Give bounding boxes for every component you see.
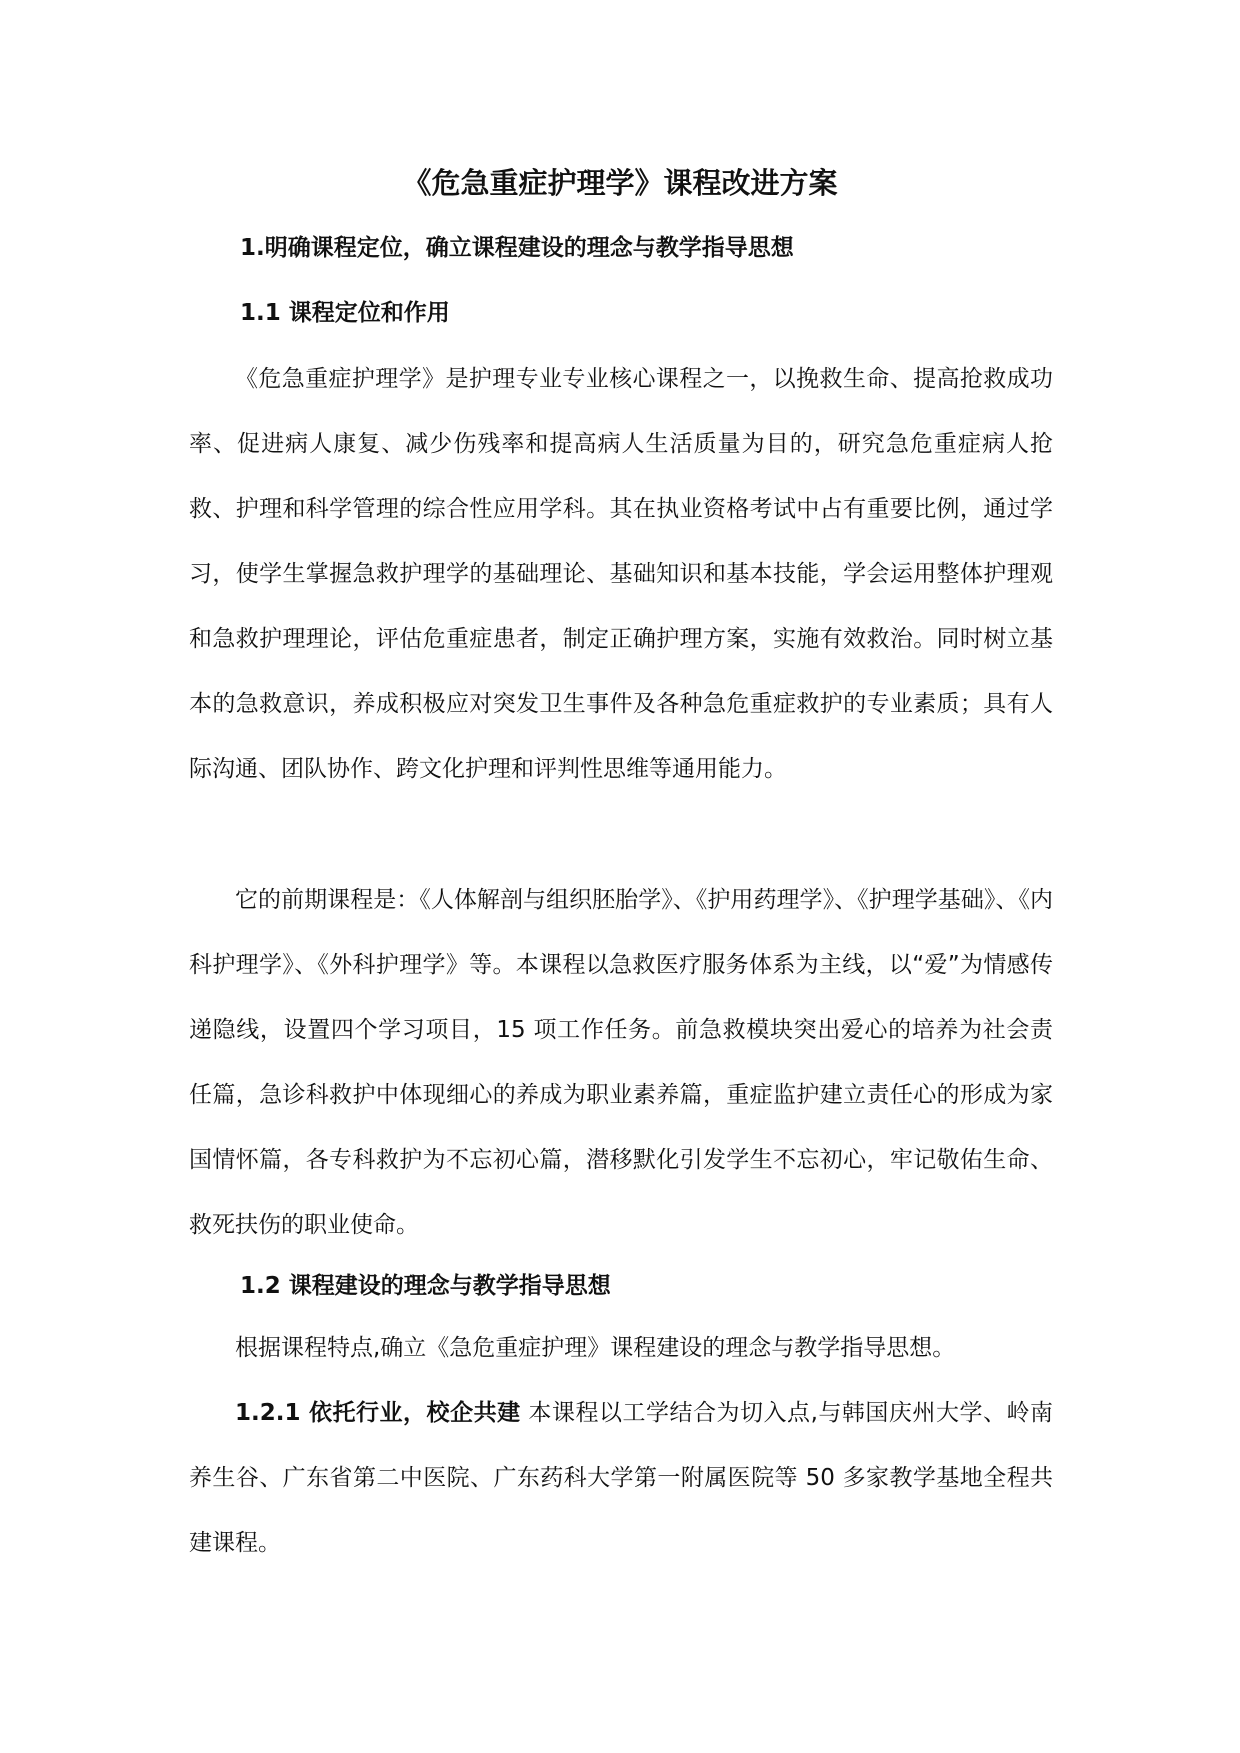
paragraph-teaching-philosophy: 根据课程特点,确立《急危重症护理》课程建设的理念与教学指导思想。	[235, 1335, 956, 1361]
subsection-heading-1-2-1: 1.2.1 依托行业，校企共建	[235, 1400, 521, 1426]
paragraph-industry-partnership-body: 本课程以工学结合为切入点,与韩国庆州大学、岭南养生谷、广东省第二中医院、广东药科大学第一附属医院等 50 多家教学基地全程共建课程。	[189, 1400, 1053, 1556]
section-heading-1-2: 1.2 课程建设的理念与教学指导思想	[240, 1273, 611, 1299]
paragraph-prerequisite-courses: 它的前期课程是：《人体解剖与组织胚胎学》、《护用药理学》、《护理学基础》、《内科护理学》、《外科护理学》等。本课程以急救医疗服务体系为主线，以“爱”为情感传递隐线，设置四个学习项目，15 项工作任务。前急救模块突出爱心的培养为社会责任篇，急诊科救护中体现细心的养成为职业素养篇，重症监护建立责任心的形成为家国情怀篇，各专科救护为不忘初心篇，潜移默化引发学生不忘初心，牢记敬佑生命、救死扶伤的职业使命。	[189, 887, 1053, 1238]
paragraph-course-positioning: 《危急重症护理学》是护理专业专业核心课程之一，以挽救生命、提高抢救成功率、促进病人康复、减少伤残率和提高病人生活质量为目的，研究急危重症病人抢救、护理和科学管理的综合性应用学科。其在执业资格考试中占有重要比例，通过学习，使学生掌握急救护理学的基础理论、基础知识和基本技能，学会运用整体护理观和急救护理理论，评估危重症患者，制定正确护理方案，实施有效救治。同时树立基本的急救意识，养成积极应对突发卫生事件及各种急危重症救护的专业素质；具有人际沟通、团队协作、跨文化护理和评判性思维等通用能力。	[189, 366, 1053, 782]
section-heading-1: 1.明确课程定位，确立课程建设的理念与教学指导思想	[240, 235, 794, 261]
section-heading-1-1: 1.1 课程定位和作用	[240, 300, 450, 326]
document-title: 《危急重症护理学》课程改进方案	[402, 166, 838, 200]
paragraph-industry-partnership	[189, 1381, 1053, 1576]
